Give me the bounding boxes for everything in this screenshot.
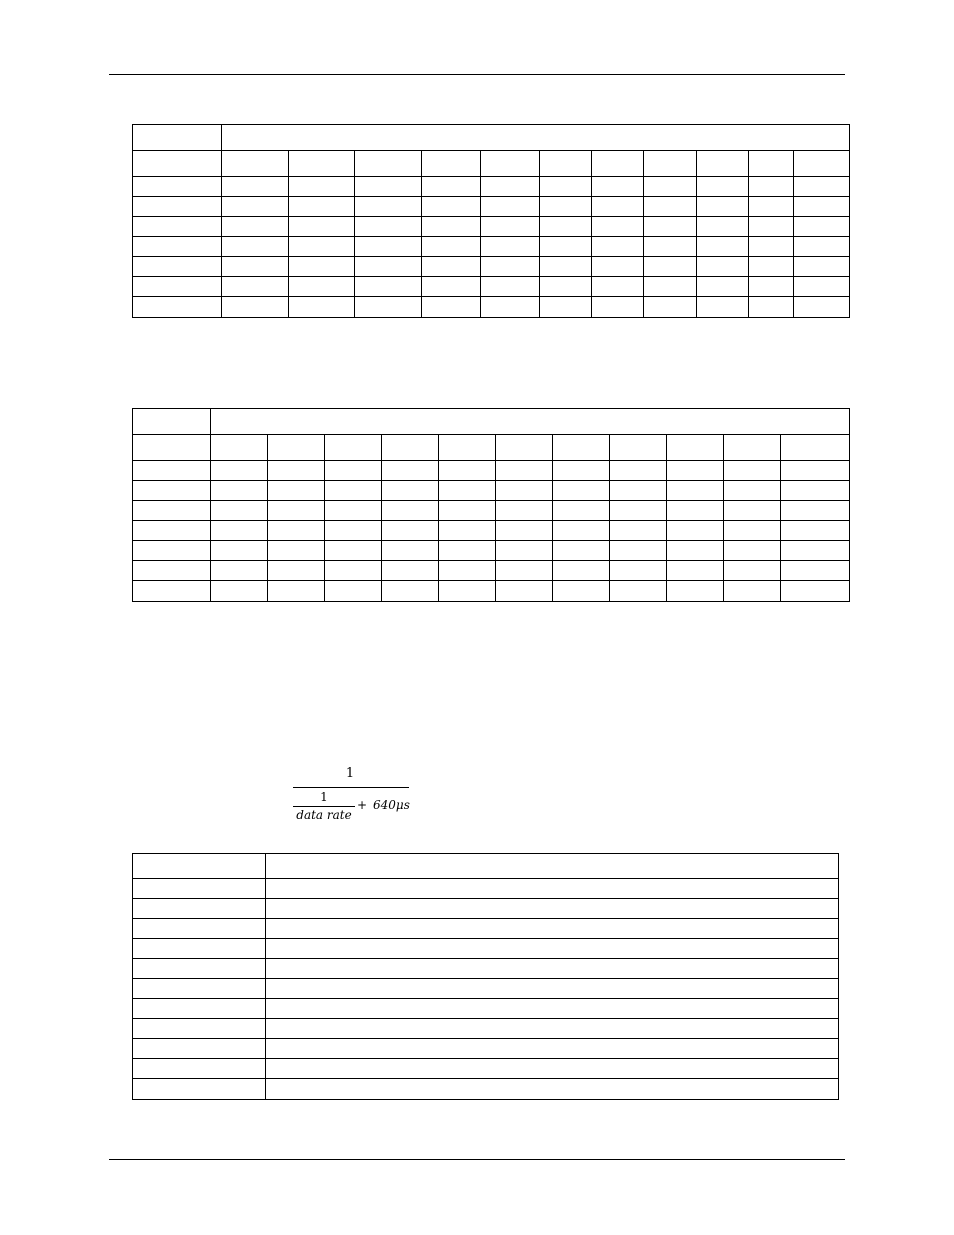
table-cell <box>132 150 222 177</box>
table-cell <box>421 276 481 297</box>
table-cell <box>132 540 211 561</box>
table-cell <box>480 176 540 197</box>
table-cell <box>324 580 382 602</box>
table-cell <box>539 256 592 277</box>
table-cell <box>265 998 839 1019</box>
table-cell <box>723 560 781 581</box>
table-cell <box>221 176 289 197</box>
table-cell <box>354 236 422 257</box>
table-cell <box>539 196 592 217</box>
table-cell <box>381 480 439 501</box>
table-cell <box>132 236 222 257</box>
table-cell <box>723 480 781 501</box>
table-cell <box>666 500 724 521</box>
table-cell <box>265 1078 839 1100</box>
table-cell <box>552 434 610 461</box>
table-cell <box>421 256 481 277</box>
table-cell <box>324 500 382 521</box>
table-cell <box>696 256 749 277</box>
table-cell <box>552 540 610 561</box>
table-cell <box>696 236 749 257</box>
table-cell <box>780 460 850 481</box>
table-cell <box>132 898 266 919</box>
table-cell <box>265 878 839 899</box>
table-cell <box>552 580 610 602</box>
table-cell <box>495 520 553 541</box>
table-cell <box>324 540 382 561</box>
table-cell <box>793 296 850 318</box>
table-cell <box>748 276 794 297</box>
table-cell <box>643 296 697 318</box>
table-cell <box>267 560 325 581</box>
table-cell <box>495 480 553 501</box>
table-cell <box>324 434 382 461</box>
table-cell <box>354 296 422 318</box>
table-cell <box>267 520 325 541</box>
table-cell <box>132 1058 266 1079</box>
table-cell <box>495 500 553 521</box>
table-cell <box>696 216 749 237</box>
table-cell <box>132 580 211 602</box>
table-cell <box>609 540 667 561</box>
table-cell <box>438 520 496 541</box>
table-cell <box>132 296 222 318</box>
table-cell <box>267 540 325 561</box>
table-cell <box>438 500 496 521</box>
table-cell <box>480 276 540 297</box>
table-cell <box>609 560 667 581</box>
table-cell <box>552 560 610 581</box>
table-cell <box>288 236 355 257</box>
table-cell <box>354 176 422 197</box>
table-cell <box>495 434 553 461</box>
table-cell <box>438 480 496 501</box>
table-cell <box>780 560 850 581</box>
table-cell <box>748 296 794 318</box>
table-cell <box>221 196 289 217</box>
table-cell <box>438 434 496 461</box>
table-cell <box>265 1058 839 1079</box>
table-cell <box>132 276 222 297</box>
table-cell <box>132 176 222 197</box>
table-cell <box>666 580 724 602</box>
table-cell <box>591 196 644 217</box>
table-cell <box>324 560 382 581</box>
table-cell <box>132 216 222 237</box>
table-cell <box>643 216 697 237</box>
formula-operator: + <box>357 798 368 812</box>
formula-inner-denominator: data rate <box>296 808 352 822</box>
table-cell <box>666 540 724 561</box>
table-cell <box>643 176 697 197</box>
header-rule <box>109 74 845 75</box>
data-rate-formula <box>290 766 412 820</box>
table-cell <box>132 256 222 277</box>
formula-inner-bar <box>293 806 355 807</box>
table-cell <box>210 434 268 461</box>
table-cell <box>132 978 266 999</box>
formula-main-bar <box>293 787 409 788</box>
table-cell <box>552 500 610 521</box>
table-cell <box>210 580 268 602</box>
table-cell <box>267 480 325 501</box>
table-cell <box>793 276 850 297</box>
table-cell <box>210 408 850 435</box>
table-cell <box>480 150 540 177</box>
table-cell <box>221 296 289 318</box>
table-cell <box>643 256 697 277</box>
table-cell <box>132 1018 266 1039</box>
table-cell <box>480 296 540 318</box>
table-cell <box>132 1038 266 1059</box>
table-cell <box>793 196 850 217</box>
table-cell <box>696 176 749 197</box>
table-cell <box>288 176 355 197</box>
table-cell <box>780 434 850 461</box>
table-cell <box>591 176 644 197</box>
table-cell <box>132 853 266 879</box>
table-cell <box>495 540 553 561</box>
table-cell <box>265 938 839 959</box>
formula-inner-numerator: 1 <box>320 790 328 804</box>
table-cell <box>381 540 439 561</box>
table-cell <box>354 276 422 297</box>
table-cell <box>609 500 667 521</box>
table-cell <box>539 296 592 318</box>
table-cell <box>265 958 839 979</box>
table-cell <box>591 150 644 177</box>
table-cell <box>793 256 850 277</box>
table-cell <box>480 256 540 277</box>
table-cell <box>480 196 540 217</box>
table-cell <box>132 1078 266 1100</box>
table-cell <box>210 460 268 481</box>
table-cell <box>438 540 496 561</box>
table-cell <box>609 580 667 602</box>
table-cell <box>438 580 496 602</box>
table-cell <box>132 196 222 217</box>
table-cell <box>539 176 592 197</box>
table-cell <box>539 150 592 177</box>
table-cell <box>324 520 382 541</box>
table-cell <box>723 460 781 481</box>
table-cell <box>421 176 481 197</box>
table-cell <box>132 520 211 541</box>
table-cell <box>210 520 268 541</box>
table-cell <box>438 460 496 481</box>
table-cell <box>643 236 697 257</box>
table-cell <box>723 500 781 521</box>
table-cell <box>132 460 211 481</box>
table-cell <box>132 560 211 581</box>
table-cell <box>288 196 355 217</box>
table-cell <box>748 216 794 237</box>
table-cell <box>221 216 289 237</box>
table-cell <box>609 434 667 461</box>
table-cell <box>221 256 289 277</box>
table-cell <box>221 276 289 297</box>
table-cell <box>265 1038 839 1059</box>
table-cell <box>132 938 266 959</box>
table-cell <box>132 918 266 939</box>
table-cell <box>539 216 592 237</box>
table-cell <box>221 150 289 177</box>
table-cell <box>643 196 697 217</box>
table-cell <box>723 434 781 461</box>
table-cell <box>748 196 794 217</box>
table-cell <box>793 150 850 177</box>
table-cell <box>609 520 667 541</box>
table-cell <box>780 580 850 602</box>
table-cell <box>666 480 724 501</box>
table-cell <box>132 958 266 979</box>
table-cell <box>696 150 749 177</box>
table-cell <box>793 216 850 237</box>
table-cell <box>552 460 610 481</box>
table-cell <box>696 276 749 297</box>
table-cell <box>495 580 553 602</box>
table-cell <box>132 998 266 1019</box>
table-cell <box>666 560 724 581</box>
table-cell <box>723 520 781 541</box>
table-cell <box>421 196 481 217</box>
table-cell <box>552 480 610 501</box>
table-cell <box>210 480 268 501</box>
table-cell <box>696 196 749 217</box>
table-cell <box>780 500 850 521</box>
table-cell <box>324 480 382 501</box>
table-cell <box>288 256 355 277</box>
table-cell <box>591 256 644 277</box>
table-cell <box>221 124 850 151</box>
table-cell <box>354 256 422 277</box>
table-cell <box>267 434 325 461</box>
table-cell <box>421 236 481 257</box>
table-cell <box>132 434 211 461</box>
table-cell <box>132 408 211 435</box>
table-cell <box>552 520 610 541</box>
table-cell <box>643 276 697 297</box>
table-cell <box>354 150 422 177</box>
table-cell <box>666 460 724 481</box>
table-cell <box>591 216 644 237</box>
table-cell <box>381 560 439 581</box>
table-cell <box>381 520 439 541</box>
table-cell <box>539 276 592 297</box>
table-cell <box>354 196 422 217</box>
table-cell <box>210 540 268 561</box>
table-cell <box>748 256 794 277</box>
table-cell <box>666 520 724 541</box>
formula-term: 640μs <box>373 798 410 812</box>
table-cell <box>267 460 325 481</box>
table-cell <box>495 460 553 481</box>
table-cell <box>210 560 268 581</box>
table-cell <box>643 150 697 177</box>
table-cell <box>591 276 644 297</box>
table-cell <box>421 216 481 237</box>
footer-rule <box>109 1159 845 1160</box>
table-cell <box>288 150 355 177</box>
table-cell <box>288 216 355 237</box>
table-cell <box>265 1018 839 1039</box>
table-cell <box>780 540 850 561</box>
table-cell <box>265 853 839 879</box>
table-cell <box>723 540 781 561</box>
table-cell <box>421 150 481 177</box>
table-cell <box>267 500 325 521</box>
table-cell <box>723 580 781 602</box>
table-cell <box>381 460 439 481</box>
table-cell <box>132 878 266 899</box>
table-cell <box>793 176 850 197</box>
table-cell <box>539 236 592 257</box>
table-cell <box>354 216 422 237</box>
table-cell <box>210 500 268 521</box>
table-cell <box>609 460 667 481</box>
table-cell <box>288 276 355 297</box>
table-cell <box>265 978 839 999</box>
table-cell <box>381 580 439 602</box>
table-cell <box>324 460 382 481</box>
table-cell <box>793 236 850 257</box>
table-cell <box>748 150 794 177</box>
table-cell <box>666 434 724 461</box>
table-cell <box>267 580 325 602</box>
table-cell <box>480 236 540 257</box>
table-cell <box>609 480 667 501</box>
table-cell <box>748 176 794 197</box>
table-cell <box>495 560 553 581</box>
table-cell <box>132 500 211 521</box>
table-cell <box>265 918 839 939</box>
table-cell <box>780 480 850 501</box>
table-cell <box>221 236 289 257</box>
table-cell <box>421 296 481 318</box>
table-cell <box>480 216 540 237</box>
table-cell <box>780 520 850 541</box>
formula-numerator: 1 <box>345 766 355 781</box>
table-cell <box>132 124 222 151</box>
table-cell <box>696 296 749 318</box>
table-cell <box>438 560 496 581</box>
table-cell <box>265 898 839 919</box>
table-cell <box>591 296 644 318</box>
table-cell <box>591 236 644 257</box>
table-cell <box>132 480 211 501</box>
table-cell <box>288 296 355 318</box>
table-cell <box>748 236 794 257</box>
table-cell <box>381 500 439 521</box>
table-cell <box>381 434 439 461</box>
